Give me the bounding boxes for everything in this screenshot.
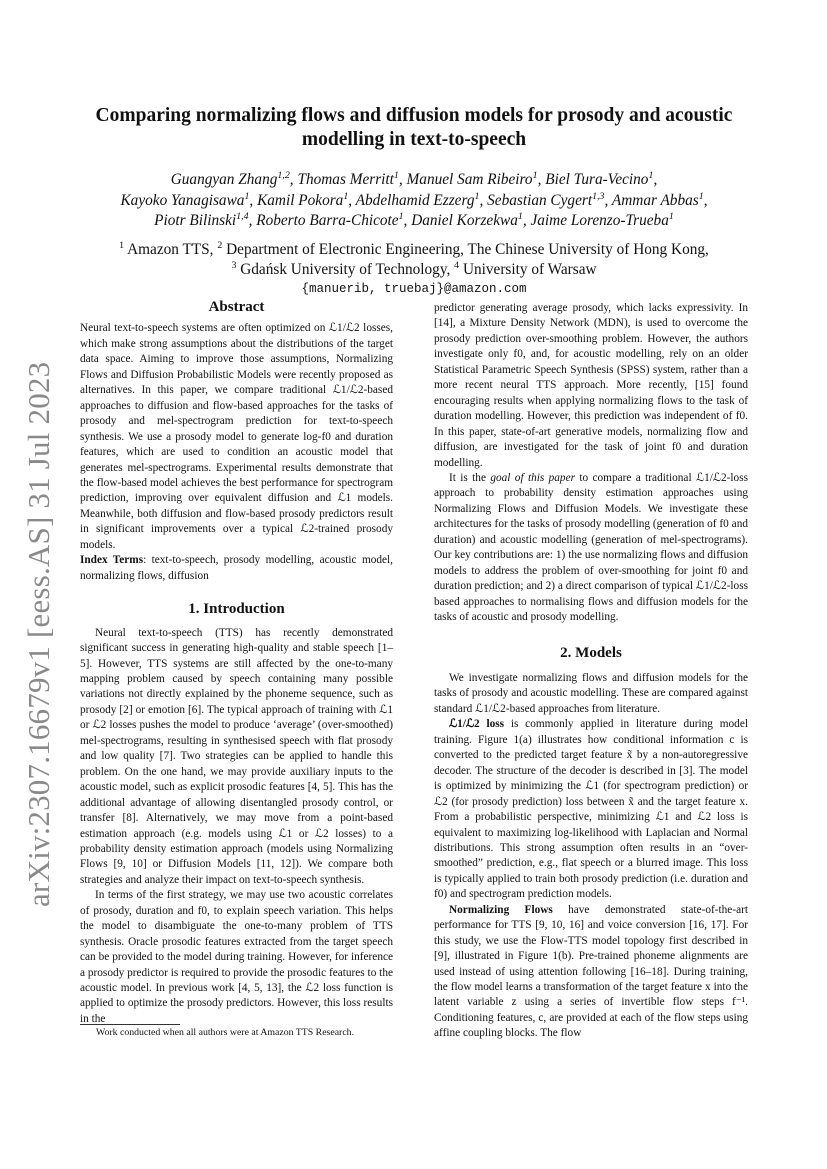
intro-paragraph-4: It is the goal of this paper to compare a traditional ℒ1/ℒ2-loss approach to probability density estimation approaches using Normalizing Flows and Diffusion Models. We investigate these architectures for the tasks of prosody modelling (generation of f0 and duration) and acoustic modelling (generation of mel-spectrograms). Our key contributions are: 1) the use normalizing flows and diffusion models to address the problem of over-smoothing for joint f0 and duration prediction; and 2) a direct comparison of typical ℒ1/ℒ2-loss based approaches to normalising flows and diffusion models for the tasks of acoustic and prosody modelling.: [434, 471, 748, 624]
right-column: [434, 301, 748, 1042]
intro-paragraph-3: predictor generating average prosody, which lacks expressivity. In [14], a Mixture Density Network (MDN), is used to overcome the prosody prediction over-smoothing problem. However, the authors investigate only f0, and, for acoustic modelling, rely on an older Statistical Parametric Speech Synthesis (SPSS) system, rather than a more recent neural TTS approach. More recently, [15] found encouraging results when applying normalizing flows to the task of duration modelling. However, this prediction was independent of f0. In this paper, state-of-art generative models, normalizing flow and diffusion, are investigated for the task of joint f0 and duration modelling.: [434, 302, 748, 469]
abstract-heading: Abstract: [208, 299, 265, 315]
affiliation: $^2$ Department of Electronic Engineering, The Chinese University of Hong Kong,: [217, 239, 709, 258]
author: Sebastian Cygert$^{1,3}$,: [487, 190, 612, 209]
author: Ammar Abbas$^1$,: [611, 190, 708, 209]
author: Abdelhamid Ezzerg$^1$,: [355, 190, 488, 209]
affiliations: [60, 240, 768, 280]
author: Biel Tura-Vecino$^1$,: [545, 169, 658, 188]
section-2-heading: 2. Models: [560, 644, 622, 661]
author-line-3: [60, 211, 768, 232]
arxiv-identifier: arXiv:2307.16679v1 [eess.AS] 31 Jul 2023: [21, 361, 56, 907]
contact-email[interactable]: {manuerib, truebaj}@amazon.com: [301, 282, 527, 296]
author: Kayoko Yanagisawa$^1$,: [120, 190, 258, 209]
footnote-rule: [80, 1024, 180, 1025]
affiliation: $^3$ Gdańsk University of Technology,: [231, 259, 455, 278]
section-1-heading: 1. Introduction: [188, 601, 285, 618]
intro-paragraph-2: In terms of the first strategy, we may use two acoustic correlates of prosody, duration and f0, to explain speech variation. This helps the model to disambiguate the one-to-many problem of TTS synthesis. Oracle prosodic features extracted from the target speech can be provided to the model during training. However, for inference a prosody predictor is required to provide the prosodic features to the acoustic model. In previous work [4, 5, 13], the ℒ2 loss function is applied to optimize the prosody predictors. However, this loss results in the: [80, 889, 393, 1025]
author-line-2: [60, 191, 768, 212]
title-line-2: modelling in text-to-speech: [301, 129, 527, 150]
abstract-text: Neural text-to-speech systems are often optimized on ℒ1/ℒ2 losses, which make strong assumptions about the distributions of the target data space. Aiming to improve those assumptions, Normalizing Flows and Diffusion Probabilistic Models were recently proposed as alternatives. In this paper, we compare traditional ℒ1/ℒ2-based approaches to diffusion and flow-based approaches for the tasks of prosody and mel-spectrogram prediction for text-to-speech synthesis. We use a prosody model to generate log-f0 and duration features, which are used to condition an acoustic model that generates mel-spectrograms. Experimental results demonstrate that the flow-based model achieves the best performance for spectrogram prediction, improving over equivalent diffusion and ℒ1 models. Meanwhile, both diffusion and flow-based prosody predictors result in significant improvements over a typical ℒ2-trained prosody models.: [80, 322, 393, 551]
l1l2-loss-label: ℒ1/ℒ2 loss: [449, 718, 505, 731]
author-line-1: [60, 170, 768, 191]
affiliation-line-1: [60, 240, 768, 260]
title-line-1: Comparing normalizing flows and diffusion models for prosody and acoustic: [95, 105, 733, 126]
affiliation: $^1$ Amazon TTS,: [119, 239, 218, 258]
author-list: [60, 170, 768, 232]
normalizing-flows-label: Normalizing Flows: [449, 903, 553, 916]
goal-emphasis: goal of this paper: [490, 471, 575, 484]
index-terms-text: : text-to-speech, prosody modelling, acoustic model, normalizing flows, diffusion: [80, 554, 393, 582]
index-terms-label: Index Terms: [80, 554, 144, 567]
author: Thomas Merritt$^1$,: [297, 169, 407, 188]
models-paragraph-1: We investigate normalizing flows and diffusion models for the tasks of prosody and acoustic modelling. These are compared against standard ℒ1/ℒ2-based approaches from literature.: [434, 671, 748, 715]
intro-paragraph-1: Neural text-to-speech (TTS) has recently demonstrated significant success in generating high-quality and stable speech [1–5]. However, TTS systems are still affected by the one-to-many mapping problem caused by speech containing many possible variations not directly explained by the phoneme sequence, such as prosody [2] or emotion [6]. The typical approach of training with ℒ1 or ℒ2 losses pushes the model to produce ‘average’ (over-smoothed) mel-spectrograms, resulting in synthesised speech with flat prosody and low quality [7]. Two strategies can be applied to handle this problem. On the one hand, we may provide auxiliary inputs to the acoustic model, such as explicit prosodic features [4, 5]. This has the additional advantage of allowing disentangled prosody control, or transfer [8]. Alternatively, we may move from a point-based estimation approach (e.g. models using ℒ1 or ℒ2 losses) to a probability density estimation approach (models using Normalizing Flows [9, 10] or Diffusion Models [11, 12]). We compare both strategies and analyze their impact on text-to-speech synthesis.: [80, 626, 393, 886]
footnote: Work conducted when all authors were at Amazon TTS Research.: [96, 1027, 355, 1038]
left-column: [80, 300, 393, 1027]
models-paragraph-2: ℒ1/ℒ2 loss is commonly applied in literature during model training. Figure 1(a) illustrates how conditional information c is converted to the predicted target feature x̃ by a non-autoregressive decoder. The structure of the decoder is described in [3]. The model is optimized by minimizing the ℒ1 (for spectrogram prediction) or ℒ2 (for prosody prediction) loss between x̃ and the target feature x. From a probabilistic perspective, minimizing ℒ1 and ℒ2 loss is equivalent to maximizing log-likelihood with Laplacian and Normal distributions. This strong assumption often results in an “over-smoothed” prediction, e.g., flat speech or a blurred image. This loss is typically applied to train both prosody prediction (i.e. duration and f0) and spectrogram prediction models.: [434, 718, 748, 901]
author: Piotr Bilinski$^{1,4}$,: [154, 211, 257, 230]
author: Roberto Barra-Chicote$^1$,: [256, 211, 412, 230]
author: Manuel Sam Ribeiro$^1$,: [406, 169, 546, 188]
paper-title: [70, 104, 758, 152]
index-terms: [80, 553, 393, 584]
author: Daniel Korzekwa$^1$,: [411, 211, 531, 230]
author: Guangyan Zhang$^{1,2}$,: [170, 169, 298, 188]
author: Jaime Lorenzo-Trueba$^1$: [530, 211, 674, 230]
affiliation-line-2: [60, 260, 768, 280]
affiliation: $^4$ University of Warsaw: [454, 259, 597, 278]
author: Kamil Pokora$^1$,: [257, 190, 356, 209]
models-paragraph-3: Normalizing Flows have demonstrated state-of-the-art performance for TTS [9, 10, 16] and voice conversion [16, 17]. For this study, we use the Flow-TTS model topology first described in [9], illustrated in Figure 1(b). Pre-trained phoneme alignments are used instead of using attention following [16–18]. During training, the flow model learns a transformation of the target feature x into the latent variable z using a series of invertible flow steps f⁻¹. Conditioning features, c, are provided at each of the flow steps using affine coupling blocks. The flow: [434, 903, 748, 1040]
